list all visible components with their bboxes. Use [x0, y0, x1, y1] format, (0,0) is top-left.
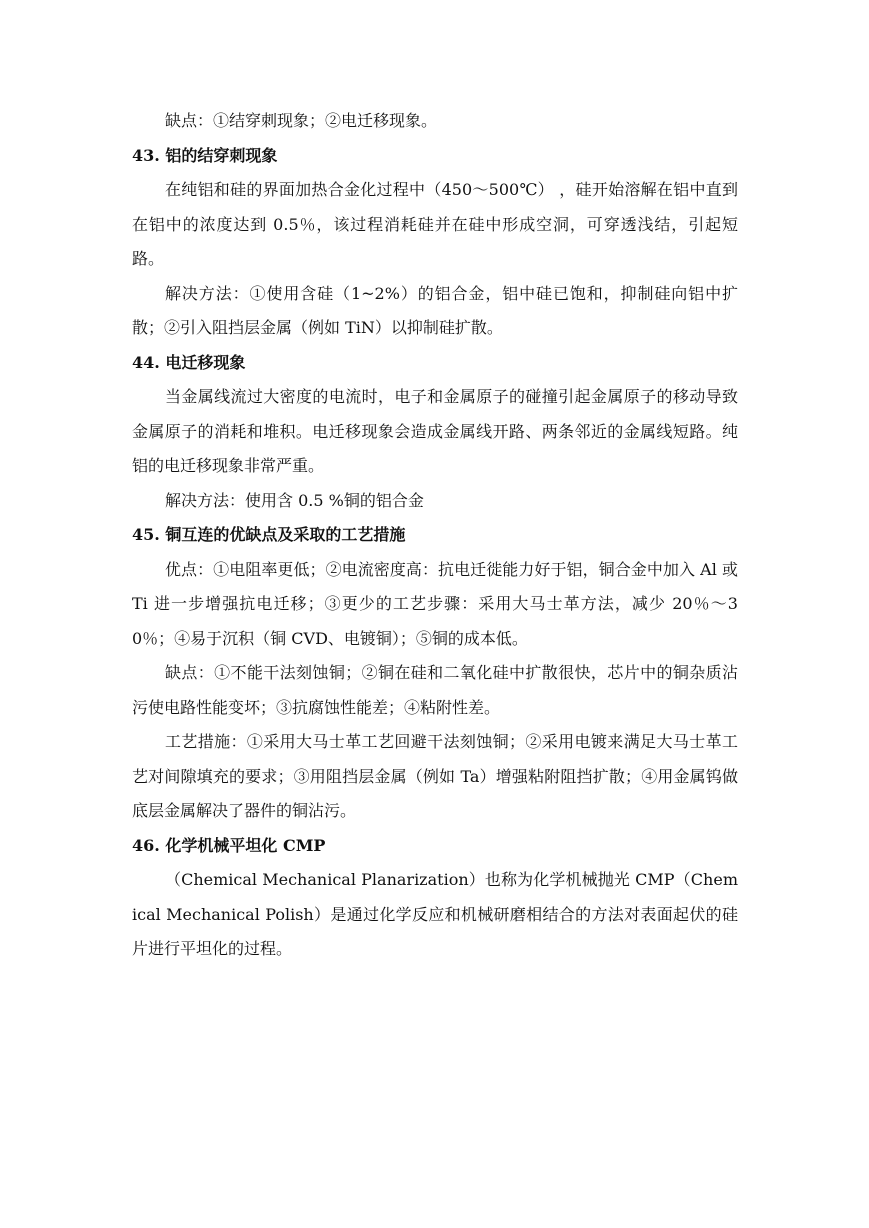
heading-45-copper-interconnect: 45. 铜互连的优缺点及采取的工艺措施 [132, 525, 406, 544]
paragraph-junction-spiking-solution: 解决方法：①使用含硅（1~2%）的铝合金，铝中硅已饱和，抑制硅向铝中扩散；②引入阻挡层金属（例如 TiN）以抑制硅扩散。 [132, 283, 738, 337]
paragraph-copper-advantages: 优点：①电阻率更低；②电流密度高：抗电迁徙能力好于铝，铜合金中加入 Al 或 Ti 进一步增强抗电迁移；③更少的工艺步骤：采用大马士革方法，减少 20％～30％；④易于沉积（铜 CVD、电镀铜）；⑤铜的成本低。 [132, 559, 738, 648]
paragraph-cu-al-disadvantages: 缺点：①结穿刺现象；②电迁移现象。 [165, 111, 438, 130]
paragraph-cmp-definition: （Chemical Mechanical Planarization）也称为化学机械抛光 CMP（Chemical Mechanical Polish）是通过化学反应和机械研磨相结合的方法对表面起伏的硅片进行平坦化的过程。 [132, 870, 738, 958]
paragraph-electromigration-solution: 解决方法：使用含 0.5 %铜的铝合金 [165, 490, 424, 510]
paragraph-electromigration: 当金属线流过大密度的电流时，电子和金属原子的碰撞引起金属原子的移动导致金属原子的消耗和堆积。电迁移现象会造成金属线开路、两条邻近的金属线短路。纯铝的电迁移现象非常严重。 [132, 387, 738, 475]
paragraph-copper-process-measures: 工艺措施：①采用大马士革工艺回避干法刻蚀铜；②采用电镀来满足大马士革工艺对间隙填充的要求；③用阻挡层金属（例如 Ta）增强粘附阻挡扩散；④用金属钨做底层金属解决了器件的铜沾污。 [132, 732, 738, 820]
heading-43-junction-spiking: 43. 铝的结穿刺现象 [132, 145, 278, 165]
heading-46-cmp: 46. 化学机械平坦化 CMP [132, 835, 326, 855]
heading-44-electromigration: 44. 电迁移现象 [132, 352, 246, 372]
document-page [132, 104, 738, 967]
paragraph-copper-disadvantages: 缺点：①不能干法刻蚀铜；②铜在硅和二氧化硅中扩散很快，芯片中的铜杂质沾污使电路性能变坏；③抗腐蚀性能差；④粘附性差。 [132, 663, 738, 717]
paragraph-junction-spiking: 在纯铝和硅的界面加热合金化过程中（450～500℃） ，硅开始溶解在铝中直到在铝中的浓度达到 0.5％，该过程消耗硅并在硅中形成空洞，可穿透浅结，引起短路。 [132, 180, 738, 268]
